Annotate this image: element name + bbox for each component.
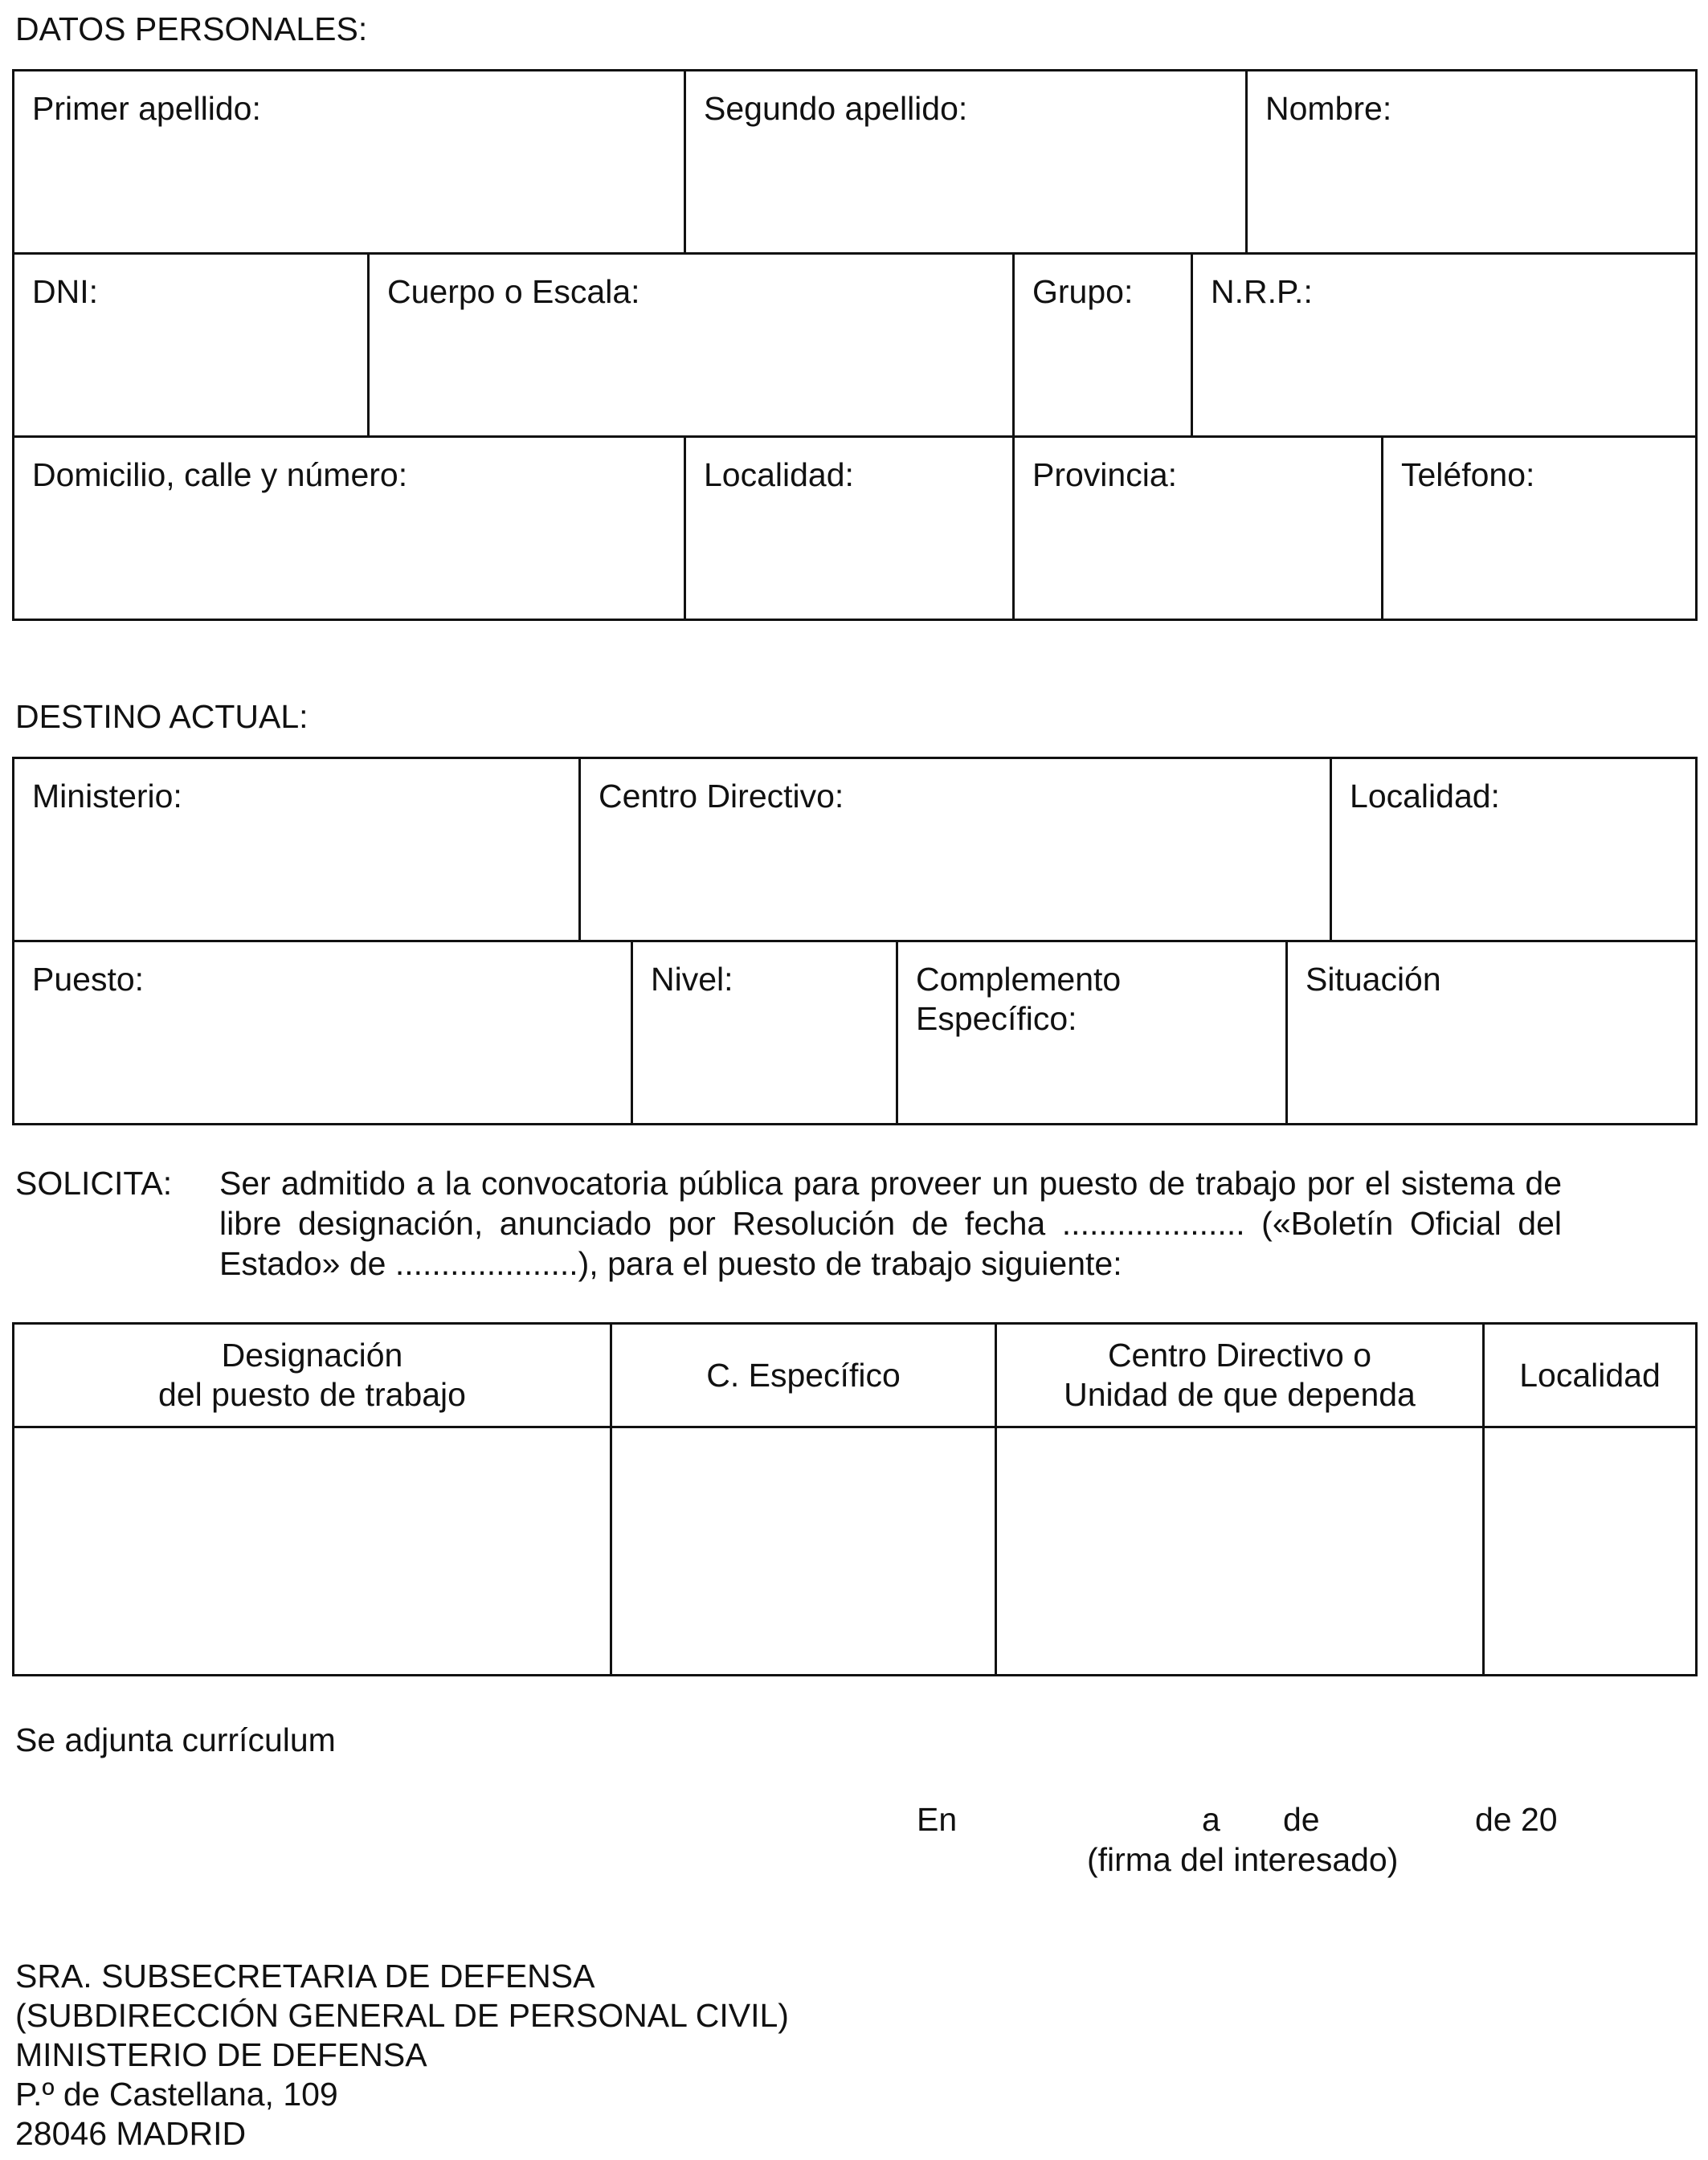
address-line: (SUBDIRECCIÓN GENERAL DE PERSONAL CIVIL): [15, 1997, 789, 2034]
fecha-a-label: a: [1202, 1801, 1220, 1838]
header-line: Unidad de que dependa: [1064, 1376, 1416, 1413]
table-header-row: [14, 1324, 1697, 1427]
table-row: [14, 437, 1697, 620]
puesto-solicitado-table: [12, 1322, 1698, 1676]
fecha-en-label: En: [917, 1801, 958, 1838]
fecha-de20-label: de 20: [1475, 1801, 1558, 1838]
firma-label: (firma del interesado): [1087, 1841, 1399, 1878]
header-designacion: [14, 1324, 611, 1427]
c-especifico-cell[interactable]: [611, 1427, 996, 1676]
header-centro-directivo: [996, 1324, 1484, 1427]
header-line: C. Específico: [706, 1356, 901, 1394]
address-line: P.º de Castellana, 109: [15, 2076, 338, 2113]
address-line: SRA. SUBSECRETARIA DE DEFENSA: [15, 1958, 595, 1995]
situacion-field[interactable]: Situación: [1287, 941, 1697, 1125]
header-line: Localidad: [1519, 1356, 1661, 1394]
dni-field[interactable]: DNI:: [14, 254, 369, 437]
complemento-especifico-field[interactable]: Complemento Específico:: [897, 941, 1287, 1125]
domicilio-field[interactable]: Domicilio, calle y número:: [14, 437, 685, 620]
nivel-field[interactable]: Nivel:: [632, 941, 897, 1125]
solicita-text: Ser admitido a la convocatoria pública para proveer un puesto de trabajo por el sistema de libre designación, anunciado por Resolución de fecha .................... («Boletín Oficial del Estado» de ....................), para el puesto de trabajo siguiente:: [219, 1165, 1562, 1282]
ministerio-field[interactable]: Ministerio:: [14, 758, 580, 941]
provincia-field[interactable]: Provincia:: [1014, 437, 1383, 620]
nombre-field[interactable]: Nombre:: [1247, 71, 1697, 254]
primer-apellido-field[interactable]: Primer apellido:: [14, 71, 685, 254]
localidad-destino-field[interactable]: Localidad:: [1331, 758, 1697, 941]
fecha-line: [0, 1800, 1708, 1840]
header-line: Centro Directivo o: [1107, 1337, 1372, 1374]
table-row: [14, 1427, 1697, 1676]
address-line: 28046 MADRID: [15, 2115, 247, 2152]
centro-directivo-field[interactable]: Centro Directivo:: [580, 758, 1331, 941]
adjunta-curriculum-text: Se adjunta currículum: [15, 1721, 336, 1758]
telefono-field[interactable]: Teléfono:: [1383, 437, 1697, 620]
cuerpo-escala-field[interactable]: Cuerpo o Escala:: [369, 254, 1014, 437]
header-localidad: [1484, 1324, 1697, 1427]
header-line: Designación: [221, 1337, 403, 1374]
table-row: [14, 254, 1697, 437]
destino-actual-heading: DESTINO ACTUAL:: [15, 698, 309, 735]
localidad-cell[interactable]: [1484, 1427, 1697, 1676]
grupo-field[interactable]: Grupo:: [1014, 254, 1192, 437]
address-line: MINISTERIO DE DEFENSA: [15, 2036, 427, 2073]
puesto-field[interactable]: Puesto:: [14, 941, 632, 1125]
datos-personales-heading: DATOS PERSONALES:: [15, 10, 368, 47]
designacion-cell[interactable]: [14, 1427, 611, 1676]
table-row: [14, 71, 1697, 254]
table-row: [14, 758, 1697, 941]
centro-directivo-cell[interactable]: [996, 1427, 1484, 1676]
nrp-field[interactable]: N.R.P.:: [1192, 254, 1697, 437]
localidad-field[interactable]: Localidad:: [685, 437, 1014, 620]
header-c-especifico: [611, 1324, 996, 1427]
segundo-apellido-field[interactable]: Segundo apellido:: [685, 71, 1247, 254]
table-row: [14, 941, 1697, 1125]
datos-personales-table: [12, 69, 1698, 621]
destinatario-address: [15, 1957, 789, 2154]
destino-actual-table: [12, 757, 1698, 1125]
fecha-de-label: de: [1283, 1801, 1320, 1838]
header-line: del puesto de trabajo: [158, 1376, 466, 1413]
solicita-label: SOLICITA:: [15, 1165, 173, 1202]
